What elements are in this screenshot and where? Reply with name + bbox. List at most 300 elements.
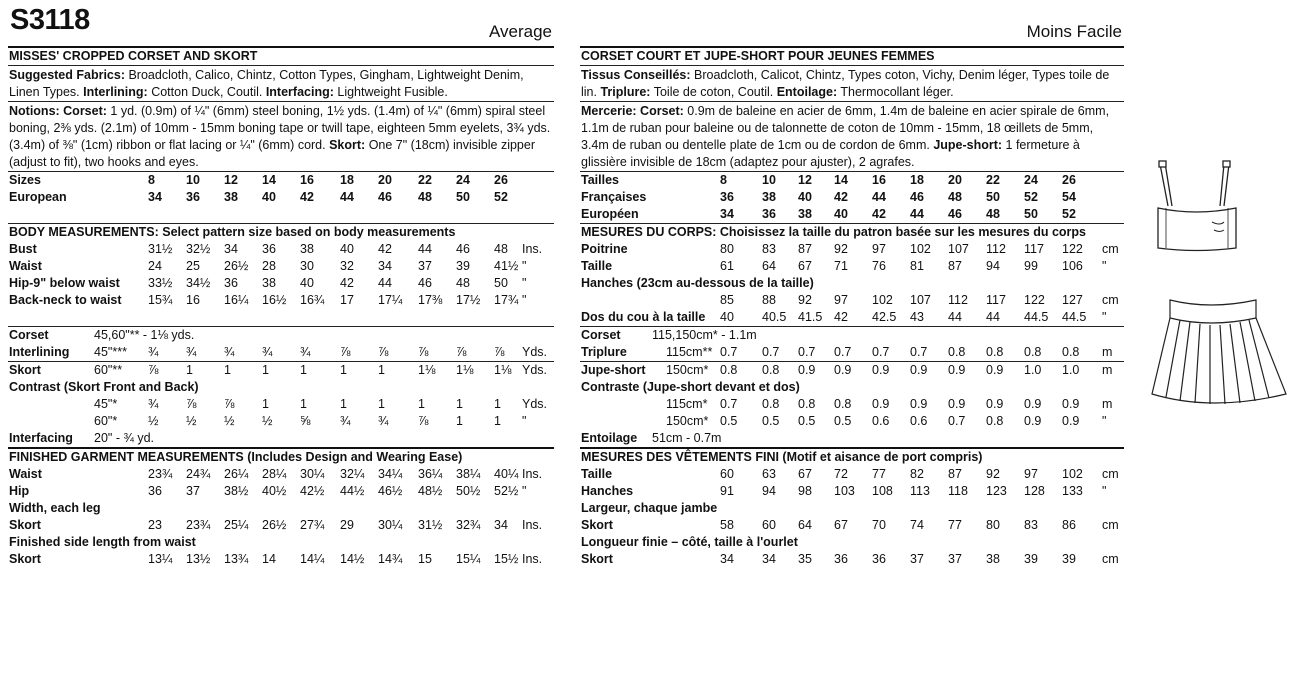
cell-value: 1 bbox=[378, 397, 385, 411]
fabric-width: 115cm* bbox=[666, 397, 708, 411]
cell-value: ½ bbox=[262, 414, 273, 428]
cell-value: 36 bbox=[224, 276, 238, 290]
cell-value: 39 bbox=[1024, 552, 1038, 566]
body-row bbox=[8, 292, 554, 309]
row-label: Tailles bbox=[581, 173, 619, 187]
cell-value: 15½ bbox=[494, 552, 519, 566]
row-label: Jupe-short bbox=[581, 363, 646, 377]
cell-value: 0.8 bbox=[948, 345, 966, 359]
cell-value: 0.9 bbox=[834, 363, 852, 377]
cell-value: 0.7 bbox=[762, 345, 780, 359]
cell-value: 26¼ bbox=[224, 467, 249, 481]
suggested-fabrics bbox=[8, 65, 554, 101]
cell-value: ⅞ bbox=[494, 345, 505, 359]
cell-value: 128 bbox=[1024, 484, 1045, 498]
cell-value: 0.7 bbox=[910, 345, 928, 359]
cell-value: 0.7 bbox=[798, 345, 816, 359]
cell-value: 48 bbox=[418, 190, 432, 204]
cell-value: 0.9 bbox=[872, 397, 890, 411]
cell-value: 0.9 bbox=[1024, 397, 1042, 411]
fabrics-fr-segment: Toile de coton, Coutil. bbox=[650, 85, 777, 99]
row-text: 20" - ¾ yd. bbox=[94, 431, 155, 445]
cell-value: 0.8 bbox=[762, 363, 780, 377]
cell-value: 1 bbox=[300, 397, 307, 411]
cell-value: 17½ bbox=[456, 293, 481, 307]
fabric-width: 60"** bbox=[94, 363, 123, 377]
cell-value: 0.5 bbox=[834, 414, 852, 428]
cell-value: 0.6 bbox=[872, 414, 890, 428]
fabric-width: 115cm** bbox=[666, 345, 713, 359]
contrast-title-row bbox=[8, 379, 554, 396]
size-row bbox=[8, 189, 554, 206]
cell-value: 67 bbox=[798, 467, 812, 481]
fabrics-fr-segment: Entoilage: bbox=[776, 85, 838, 99]
cell-value: 44 bbox=[986, 310, 1000, 324]
finished-title-row bbox=[8, 449, 554, 466]
pattern-code: S3118 bbox=[10, 4, 90, 36]
cell-value: 97 bbox=[834, 293, 848, 307]
row-text: 45,60"** - 1⅛ yds. bbox=[94, 328, 195, 342]
fabrics-segment: Interlining: bbox=[83, 85, 148, 99]
cell-value: 122 bbox=[1062, 242, 1083, 256]
cell-value: 38 bbox=[986, 552, 1000, 566]
cell-value: 1 bbox=[494, 414, 501, 428]
row-label: Taille bbox=[581, 467, 613, 481]
unit-label: m bbox=[1102, 397, 1113, 411]
cell-value: 12 bbox=[798, 173, 812, 187]
section-title: MESURES DU CORPS: Choisissez la taille du patron basée sur les mesures du corps bbox=[581, 225, 1087, 239]
cell-value: 14 bbox=[262, 173, 276, 187]
size-row bbox=[8, 172, 554, 189]
row-label: Skort bbox=[581, 552, 613, 566]
cell-value: 40 bbox=[262, 190, 276, 204]
cell-value: 17 bbox=[340, 293, 354, 307]
cell-value: 20 bbox=[378, 173, 392, 187]
cell-value: 0.9 bbox=[872, 363, 890, 377]
cell-value: ¾ bbox=[224, 345, 235, 359]
finished-row bbox=[8, 551, 554, 568]
skort-illustration bbox=[1152, 300, 1286, 404]
fabrics-fr-segment: Tissus Conseillés: bbox=[581, 68, 691, 82]
cell-value: 97 bbox=[872, 242, 886, 256]
cell-value: 42.5 bbox=[872, 310, 897, 324]
cell-value: 67 bbox=[798, 259, 812, 273]
row-label: Skort bbox=[9, 363, 41, 377]
cell-value: 26 bbox=[1062, 173, 1076, 187]
cell-value: 14 bbox=[262, 552, 276, 566]
cell-value: 117 bbox=[1024, 242, 1044, 256]
cell-value: 117 bbox=[986, 293, 1006, 307]
cell-value: 46½ bbox=[378, 484, 403, 498]
notions-segment: Notions: Corset: bbox=[9, 104, 107, 118]
notions-segment: Skort: bbox=[329, 138, 366, 152]
cell-value: 0.5 bbox=[720, 414, 738, 428]
corset-row bbox=[8, 327, 554, 344]
cell-value: 0.8 bbox=[1024, 345, 1042, 359]
cell-value: 108 bbox=[872, 484, 893, 498]
finished-row bbox=[8, 466, 554, 483]
cell-value: 1 bbox=[340, 363, 347, 377]
cell-value: 17¾ bbox=[494, 293, 519, 307]
unit-label: cm bbox=[1102, 293, 1119, 307]
cell-value: 48½ bbox=[418, 484, 443, 498]
cell-value: 44 bbox=[910, 207, 924, 221]
row-label: Sizes bbox=[9, 173, 41, 187]
row-label: Largeur, chaque jambe bbox=[581, 501, 718, 515]
cell-value: 0.6 bbox=[910, 414, 928, 428]
cell-value: 0.7 bbox=[834, 345, 852, 359]
notions-fr-segment: Mercerie: Corset: bbox=[581, 104, 684, 118]
cell-value: 67 bbox=[834, 518, 848, 532]
cell-value: 76 bbox=[872, 259, 886, 273]
skort-row bbox=[8, 362, 554, 379]
cell-value: 40 bbox=[798, 190, 812, 204]
body-measurements bbox=[8, 223, 554, 326]
cell-value: 0.8 bbox=[986, 414, 1004, 428]
cell-value: 44.5 bbox=[1024, 310, 1049, 324]
cell-value: 16 bbox=[300, 173, 314, 187]
cell-value: 16¼ bbox=[224, 293, 249, 307]
finished-row-fr bbox=[580, 466, 1124, 483]
cell-value: 46 bbox=[910, 190, 924, 204]
cell-value: 32 bbox=[340, 259, 354, 273]
cell-value: 38¼ bbox=[456, 467, 481, 481]
cell-value: 102 bbox=[1062, 467, 1083, 481]
size-row-fr bbox=[580, 172, 1124, 189]
unit-label: Ins. bbox=[522, 552, 543, 566]
cell-value: 44 bbox=[872, 190, 886, 204]
body-row-fr bbox=[580, 309, 1124, 326]
notions-fr-segment: 0.9m de baleine en acier de 6mm, 1.4m de baleine en acier spirale de 6mm, 1.1m de ruban pour baleine ou de talonnette de coton de 10mm - 15mm, 18 œillets de 5mm, 3.4m de ruban ou dentelle plate de 1cm ou de cordon de 6mm. bbox=[581, 104, 1110, 152]
cell-value: 44 bbox=[418, 242, 432, 256]
cell-value: 40 bbox=[834, 207, 848, 221]
cell-value: 28 bbox=[262, 259, 276, 273]
cell-value: ⅞ bbox=[418, 414, 429, 428]
cell-value: 46 bbox=[378, 190, 392, 204]
cell-value: 36 bbox=[262, 242, 276, 256]
cell-value: 1 bbox=[300, 363, 307, 377]
cell-value: 16 bbox=[186, 293, 200, 307]
cell-value: 15¼ bbox=[456, 552, 481, 566]
fabric-width: 150cm* bbox=[666, 414, 709, 428]
cell-value: 112 bbox=[986, 242, 1006, 256]
section-title: BODY MEASUREMENTS: Select pattern size based on body measurements bbox=[9, 225, 456, 239]
cell-value: 106 bbox=[1062, 259, 1083, 273]
cell-value: 1 bbox=[418, 397, 425, 411]
cell-value: ⅞ bbox=[456, 345, 467, 359]
cell-value: 44 bbox=[340, 190, 354, 204]
body-row bbox=[8, 241, 554, 258]
cell-value: 13¾ bbox=[224, 552, 249, 566]
cell-value: ½ bbox=[186, 414, 197, 428]
cell-value: 38 bbox=[300, 242, 314, 256]
cell-value: 34 bbox=[720, 207, 734, 221]
finished-row bbox=[8, 534, 554, 551]
cell-value: 34½ bbox=[186, 276, 211, 290]
cell-value: 80 bbox=[986, 518, 1000, 532]
cell-value: 0.9 bbox=[948, 397, 966, 411]
cell-value: 1 bbox=[340, 397, 347, 411]
row-label: Hip bbox=[9, 484, 30, 498]
row-label: Hanches bbox=[581, 484, 634, 498]
pattern-title-fr: CORSET COURT ET JUPE-SHORT POUR JEUNES FEMMES bbox=[580, 46, 1124, 65]
cell-value: ¾ bbox=[340, 414, 351, 428]
cell-value: 80 bbox=[720, 242, 734, 256]
spacer bbox=[8, 206, 554, 223]
cell-value: 1 bbox=[262, 397, 269, 411]
unit-label: " bbox=[522, 484, 527, 498]
unit-label: Ins. bbox=[522, 518, 543, 532]
cell-value: ¾ bbox=[148, 397, 159, 411]
cell-value: 32¾ bbox=[456, 518, 481, 532]
cell-value: 26½ bbox=[262, 518, 287, 532]
cell-value: 46 bbox=[456, 242, 470, 256]
body-row-fr bbox=[580, 292, 1124, 309]
row-label: Hanches (23cm au-dessous de la taille) bbox=[581, 276, 814, 290]
fabrics-fr-segment: Triplure: bbox=[600, 85, 651, 99]
cell-value: 70 bbox=[872, 518, 886, 532]
fabrics-segment: Broadcloth, Calico, Chintz, Cotton Types, Gingham, Lightweight Denim, Linen Types. bbox=[9, 68, 524, 99]
size-row-fr bbox=[580, 206, 1124, 223]
finished-garment-measurements-fr bbox=[580, 447, 1124, 568]
row-label: Triplure bbox=[581, 345, 627, 359]
cell-value: 0.9 bbox=[948, 363, 966, 377]
finished-row-fr bbox=[580, 517, 1124, 534]
cell-value: 17⅜ bbox=[418, 293, 443, 307]
cell-value: 16½ bbox=[262, 293, 287, 307]
size-table-fr bbox=[580, 171, 1124, 223]
cell-value: 36 bbox=[834, 552, 848, 566]
cell-value: 1 bbox=[494, 397, 501, 411]
cell-value: 8 bbox=[148, 173, 155, 187]
row-label: Poitrine bbox=[581, 242, 628, 256]
cell-value: 44 bbox=[948, 310, 962, 324]
interlining-row bbox=[8, 344, 554, 362]
unit-label: cm bbox=[1102, 467, 1119, 481]
cell-value: 43 bbox=[910, 310, 924, 324]
body-row-fr bbox=[580, 241, 1124, 258]
unit-label: cm bbox=[1102, 242, 1119, 256]
contrast-title-row-fr bbox=[580, 379, 1124, 396]
finished-row bbox=[8, 483, 554, 500]
cell-value: 123 bbox=[986, 484, 1007, 498]
row-label: Taille bbox=[581, 259, 613, 273]
cell-value: ⅞ bbox=[148, 363, 159, 377]
finished-garment-measurements bbox=[8, 447, 554, 568]
corset-row-fr bbox=[580, 327, 1124, 344]
size-row-fr bbox=[580, 189, 1124, 206]
contrast-row-fr bbox=[580, 396, 1124, 413]
cell-value: 0.9 bbox=[1024, 414, 1042, 428]
unit-label: cm bbox=[1102, 552, 1119, 566]
finished-row bbox=[8, 500, 554, 517]
section-title: FINISHED GARMENT MEASUREMENTS (Includes Design and Wearing Ease) bbox=[9, 450, 463, 464]
cell-value: 40 bbox=[340, 242, 354, 256]
cell-value: 50½ bbox=[456, 484, 481, 498]
cell-value: 1⅛ bbox=[418, 363, 436, 377]
cell-value: 37 bbox=[948, 552, 962, 566]
cell-value: 46 bbox=[418, 276, 432, 290]
cell-value: 0.9 bbox=[986, 397, 1004, 411]
header-fr bbox=[580, 0, 1124, 46]
body-row bbox=[8, 275, 554, 292]
fabric-width: 45"*** bbox=[94, 345, 127, 359]
french-column bbox=[580, 0, 1124, 568]
cell-value: 0.9 bbox=[986, 363, 1004, 377]
fabrics-segment: Interfacing: bbox=[265, 85, 334, 99]
cell-value: 34 bbox=[762, 552, 776, 566]
cell-value: 44½ bbox=[340, 484, 365, 498]
unit-label: Yds. bbox=[522, 345, 548, 359]
body-row bbox=[8, 258, 554, 275]
row-label: Skort bbox=[9, 552, 41, 566]
cell-value: 61 bbox=[720, 259, 734, 273]
cell-value: 23¾ bbox=[148, 467, 173, 481]
cell-value: 102 bbox=[910, 242, 931, 256]
cell-value: 36 bbox=[720, 190, 734, 204]
cell-value: ¾ bbox=[186, 345, 197, 359]
cell-value: 42 bbox=[378, 242, 392, 256]
garment-illustration bbox=[1148, 150, 1298, 410]
cell-value: 48 bbox=[986, 207, 1000, 221]
fabric-width: 45"* bbox=[94, 397, 118, 411]
cell-value: 42 bbox=[872, 207, 886, 221]
cell-value: 48 bbox=[456, 276, 470, 290]
row-label: Européen bbox=[581, 207, 639, 221]
cell-value: 0.7 bbox=[948, 414, 966, 428]
cell-value: 28¼ bbox=[262, 467, 287, 481]
size-table bbox=[8, 171, 554, 223]
cell-value: 0.8 bbox=[1062, 345, 1080, 359]
cell-value: 0.8 bbox=[798, 397, 816, 411]
row-text: 115,150cm* - 1.1m bbox=[652, 328, 757, 342]
cell-value: 10 bbox=[186, 173, 200, 187]
fabric-width: 60"* bbox=[94, 414, 118, 428]
cell-value: 0.7 bbox=[720, 345, 738, 359]
cell-value: 14¼ bbox=[300, 552, 325, 566]
cell-value: 36 bbox=[872, 552, 886, 566]
cell-value: ⅞ bbox=[378, 345, 389, 359]
cell-value: 42½ bbox=[300, 484, 325, 498]
interfacing-row bbox=[8, 430, 554, 447]
cell-value: 38½ bbox=[224, 484, 249, 498]
cell-value: 122 bbox=[1024, 293, 1045, 307]
cell-value: 1 bbox=[262, 363, 269, 377]
cell-value: ½ bbox=[224, 414, 235, 428]
unit-label: m bbox=[1102, 363, 1113, 377]
cell-value: 1 bbox=[456, 397, 463, 411]
cell-value: 24 bbox=[148, 259, 162, 273]
notions-fr-segment: Jupe-short: bbox=[933, 138, 1003, 152]
cell-value: 64 bbox=[798, 518, 812, 532]
cell-value: 24¾ bbox=[186, 467, 211, 481]
unit-label: " bbox=[1102, 310, 1107, 324]
cell-value: ⅞ bbox=[224, 397, 235, 411]
cell-value: 118 bbox=[948, 484, 968, 498]
cell-value: 77 bbox=[948, 518, 962, 532]
cell-value: 92 bbox=[834, 242, 848, 256]
cell-value: 38 bbox=[762, 190, 776, 204]
row-label: Waist bbox=[9, 259, 42, 273]
cell-value: 91 bbox=[720, 484, 734, 498]
cell-value: 1 bbox=[186, 363, 193, 377]
finished-row bbox=[8, 517, 554, 534]
cell-value: 40.5 bbox=[762, 310, 787, 324]
row-label: Finished side length from waist bbox=[9, 535, 196, 549]
cell-value: 44 bbox=[378, 276, 392, 290]
cell-value: 113 bbox=[910, 484, 930, 498]
difficulty-label: Average bbox=[488, 22, 552, 41]
cell-value: 36 bbox=[148, 484, 162, 498]
cell-value: ½ bbox=[148, 414, 159, 428]
unit-label: " bbox=[522, 276, 527, 290]
cell-value: 0.9 bbox=[1062, 414, 1080, 428]
cell-value: 71 bbox=[834, 259, 848, 273]
row-label: Back-neck to waist bbox=[9, 293, 122, 307]
cell-value: 77 bbox=[872, 467, 886, 481]
cell-value: 48 bbox=[948, 190, 962, 204]
row-label: Waist bbox=[9, 467, 42, 481]
cell-value: 36¼ bbox=[418, 467, 443, 481]
cell-value: 0.9 bbox=[910, 397, 928, 411]
body-row-fr bbox=[580, 258, 1124, 275]
row-text: 51cm - 0.7m bbox=[652, 431, 722, 445]
fabrics-segment: Lightweight Fusible. bbox=[333, 85, 448, 99]
cell-value: 40 bbox=[720, 310, 734, 324]
cell-value: 26 bbox=[494, 173, 508, 187]
jupe-row bbox=[580, 362, 1124, 379]
row-label: Interfacing bbox=[9, 431, 73, 445]
cell-value: 86 bbox=[1062, 518, 1076, 532]
cell-value: 0.8 bbox=[762, 397, 780, 411]
cell-value: 52 bbox=[1024, 190, 1038, 204]
cell-value: 1.0 bbox=[1062, 363, 1080, 377]
cell-value: 18 bbox=[340, 173, 354, 187]
body-title-row bbox=[8, 224, 554, 241]
cell-value: 30¼ bbox=[378, 518, 403, 532]
unit-label: " bbox=[1102, 259, 1107, 273]
fabrics-segment: Suggested Fabrics: bbox=[9, 68, 125, 82]
cell-value: 41.5 bbox=[798, 310, 823, 324]
cell-value: 50 bbox=[494, 276, 508, 290]
cell-value: 112 bbox=[948, 293, 968, 307]
contrast-row bbox=[8, 413, 554, 430]
cell-value: 0.9 bbox=[1062, 397, 1080, 411]
cell-value: 54 bbox=[1062, 190, 1076, 204]
cell-value: ¾ bbox=[148, 345, 159, 359]
cell-value: ⅞ bbox=[186, 397, 197, 411]
cell-value: 14¾ bbox=[378, 552, 403, 566]
cell-value: 39 bbox=[1062, 552, 1076, 566]
cell-value: 34 bbox=[224, 242, 238, 256]
cell-value: 16 bbox=[872, 173, 886, 187]
cell-value: 107 bbox=[948, 242, 969, 256]
cell-value: 27¾ bbox=[300, 518, 325, 532]
cell-value: 50 bbox=[456, 190, 470, 204]
cell-value: 29 bbox=[340, 518, 354, 532]
cell-value: 12 bbox=[224, 173, 238, 187]
cell-value: 34 bbox=[378, 259, 392, 273]
cell-value: 102 bbox=[872, 293, 893, 307]
cell-value: 81 bbox=[910, 259, 924, 273]
cell-value: 50 bbox=[1024, 207, 1038, 221]
cell-value: 24 bbox=[456, 173, 470, 187]
cell-value: 88 bbox=[762, 293, 776, 307]
cell-value: 1.0 bbox=[1024, 363, 1042, 377]
cell-value: 99 bbox=[1024, 259, 1038, 273]
cell-value: 0.7 bbox=[720, 397, 738, 411]
cell-value: 38 bbox=[224, 190, 238, 204]
